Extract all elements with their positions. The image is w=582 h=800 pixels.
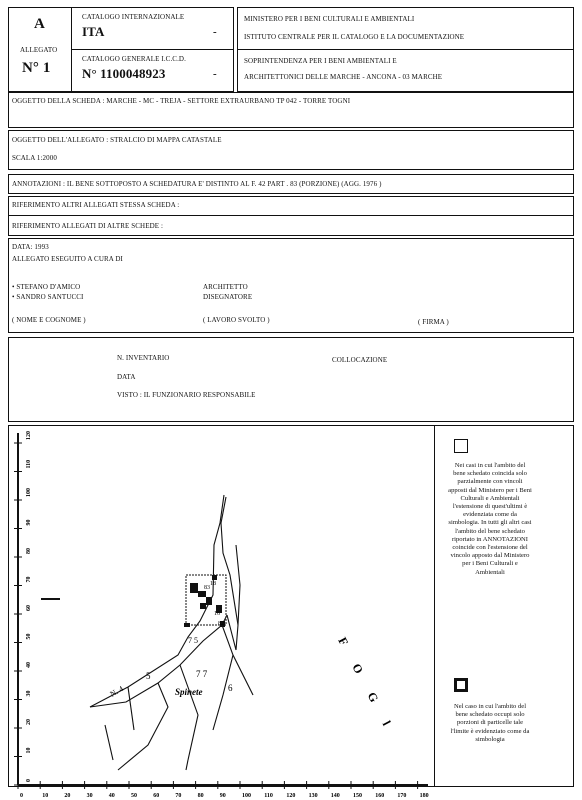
note-1: Nei casi in cui l'ambito del bene schedato coincida solo parzialmente con vincoli apposti dal Ministero per i Beni Culturali e Ambientali l'estensione di quest'ultimi è evidenziata come da simbologia. In tutti gli altri casi l'ambito del bene schedato riportato in ANNOTAZIONI coincide con l'estensione del vincolo apposto dal Ministero per i Beni Culturali e Ambientali [448, 462, 532, 576]
data-line: DATA: 1993 [12, 243, 49, 251]
dash: - [213, 26, 217, 38]
cat-letter: A [34, 16, 45, 32]
parcel-label: 7 7 [196, 669, 208, 679]
annotazioni: ANNOTAZIONI : IL BENE SOTTOPOSTO A SCHEDATURA E' DISTINTO AL F. 42 PART . 83 (PORZIONE) (AGG. 1976 ) [12, 180, 382, 188]
catalogo-internazionale-value: ITA [82, 24, 105, 39]
legend-symbol-bold [454, 678, 468, 692]
data-label: DATA [117, 373, 136, 381]
ruler-label: 160 [375, 793, 385, 799]
catalogo-generale-label: CATALOGO GENERALE I.C.C.D. [82, 55, 186, 63]
ruler-label: 0 [20, 793, 23, 799]
visto-label: VISTO : IL FUNZIONARIO RESPONSABILE [117, 391, 256, 399]
ruler-label: 170 [397, 793, 407, 799]
ruler-label: 80 [26, 548, 32, 554]
inventario-box [8, 337, 574, 422]
building-cluster [184, 575, 225, 627]
ruler-label: 180 [419, 793, 429, 799]
architettonici-text: ARCHITETTONICI DELLE MARCHE - ANCONA - 03 MARCHE [244, 73, 443, 81]
soprintendenza-text: SOPRINTENDENZA PER I BENI AMBIENTALI E [244, 57, 397, 65]
ruler-label: 80 [197, 793, 204, 799]
ruler-label: 100 [26, 488, 32, 497]
catalogo-generale-value: N° 1100048923 [82, 66, 166, 81]
divider [434, 425, 435, 787]
nome-label: ( NOME E COGNOME ) [12, 316, 86, 324]
parcel-label: 5 [146, 671, 151, 681]
parcel-label: 82 [218, 621, 224, 627]
data-box [8, 238, 574, 333]
ruler-label: 10 [26, 747, 32, 754]
ruler-label: 20 [26, 719, 32, 725]
locality-label: Spinete [175, 687, 203, 697]
parcel-label: N. 4 [108, 684, 125, 699]
riferimento-stessa-scheda: RIFERIMENTO ALTRI ALLEGATI STESSA SCHEDA : [12, 201, 180, 209]
parcel-label: 16 [214, 611, 220, 617]
ruler-label: 60 [26, 605, 32, 611]
collocazione-label: COLLOCAZIONE [332, 356, 388, 364]
left-ruler-ticks [14, 431, 32, 785]
ruler-label: 110 [26, 459, 32, 469]
parcel-label: 6 [228, 683, 233, 693]
oggetto-allegato: OGGETTO DELL'ALLEGATO : STRALCIO DI MAPPA CATASTALE [12, 136, 222, 144]
catalogo-internazionale-label: CATALOGO INTERNAZIONALE [82, 13, 185, 21]
divider [71, 49, 234, 50]
parcel-label: 83 [204, 585, 210, 591]
ruler-label: 110 [264, 793, 273, 799]
firma-label: ( FIRMA ) [418, 318, 449, 326]
ruler-label: 40 [108, 793, 115, 799]
ruler-label: 50 [131, 793, 137, 799]
ruler-label: 90 [26, 519, 32, 526]
ruler-label: 10 [42, 793, 49, 799]
ruolo-1: ARCHITETTO [203, 283, 248, 291]
note-2: Nel caso in cui l'ambito del bene schedato occupi solo porzioni di particelle tale l'limite è evidenziato come da simbologia [450, 703, 530, 743]
ruler-label: 130 [308, 793, 318, 799]
allegato-number: N° 1 [22, 60, 51, 76]
persona-1: • STEFANO D'AMICO [12, 283, 81, 291]
istituto-text: ISTITUTO CENTRALE PER IL CATALOGO E LA DOCUMENTAZIONE [244, 33, 465, 41]
riferimento-altre-schede: RIFERIMENTO ALLEGATI DI ALTRE SCHEDE : [12, 222, 163, 230]
ruler-label: 30 [86, 793, 93, 799]
dash: - [213, 68, 217, 80]
ruler-label: 150 [353, 793, 362, 799]
ruler-label: 30 [26, 690, 32, 697]
ruler-label: 50 [26, 633, 32, 640]
scala: SCALA 1:2000 [12, 154, 57, 162]
bottom-ruler-ticks [18, 781, 429, 799]
ruler-label: 40 [26, 662, 32, 668]
ruler-label: 0 [26, 779, 32, 782]
ruler-label: 120 [286, 793, 296, 799]
allegato-label: ALLEGATO [20, 46, 58, 54]
persona-2: • SANDRO SANTUCCI [12, 293, 84, 301]
ruler-label: 90 [219, 793, 226, 799]
cadastral-map [8, 425, 434, 800]
ruler-label: 60 [153, 793, 160, 799]
divider [237, 49, 574, 50]
ruler-label: 70 [175, 793, 182, 799]
legend-symbol-empty [454, 439, 468, 453]
inventario-label: N. INVENTARIO [117, 354, 170, 362]
ministero-text: MINISTERO PER I BENI CULTURALI E AMBIENTALI [244, 15, 415, 23]
ruler-label: 140 [330, 793, 340, 799]
ruler-label: 100 [242, 793, 251, 799]
foglio-label: F O G l [335, 634, 399, 737]
lavoro-label: ( LAVORO SVOLTO ) [203, 316, 270, 324]
ruler-label: 120 [26, 431, 32, 440]
parcel-lines [90, 495, 253, 770]
ruolo-2: DISEGNATORE [203, 293, 253, 301]
ruler-label: 20 [64, 793, 71, 799]
oggetto-scheda: OGGETTO DELLA SCHEDA : MARCHE - MC - TREJA - SETTORE EXTRAURBANO TP 042 - TORRE TOGNI [12, 97, 351, 105]
parcel-label: 7 5 [188, 636, 198, 645]
divider [8, 215, 574, 216]
eseguito-label: ALLEGATO ESEGUITO A CURA DI [12, 255, 123, 263]
parcel-label: 18 [210, 581, 216, 587]
ruler-label: 70 [26, 576, 32, 583]
